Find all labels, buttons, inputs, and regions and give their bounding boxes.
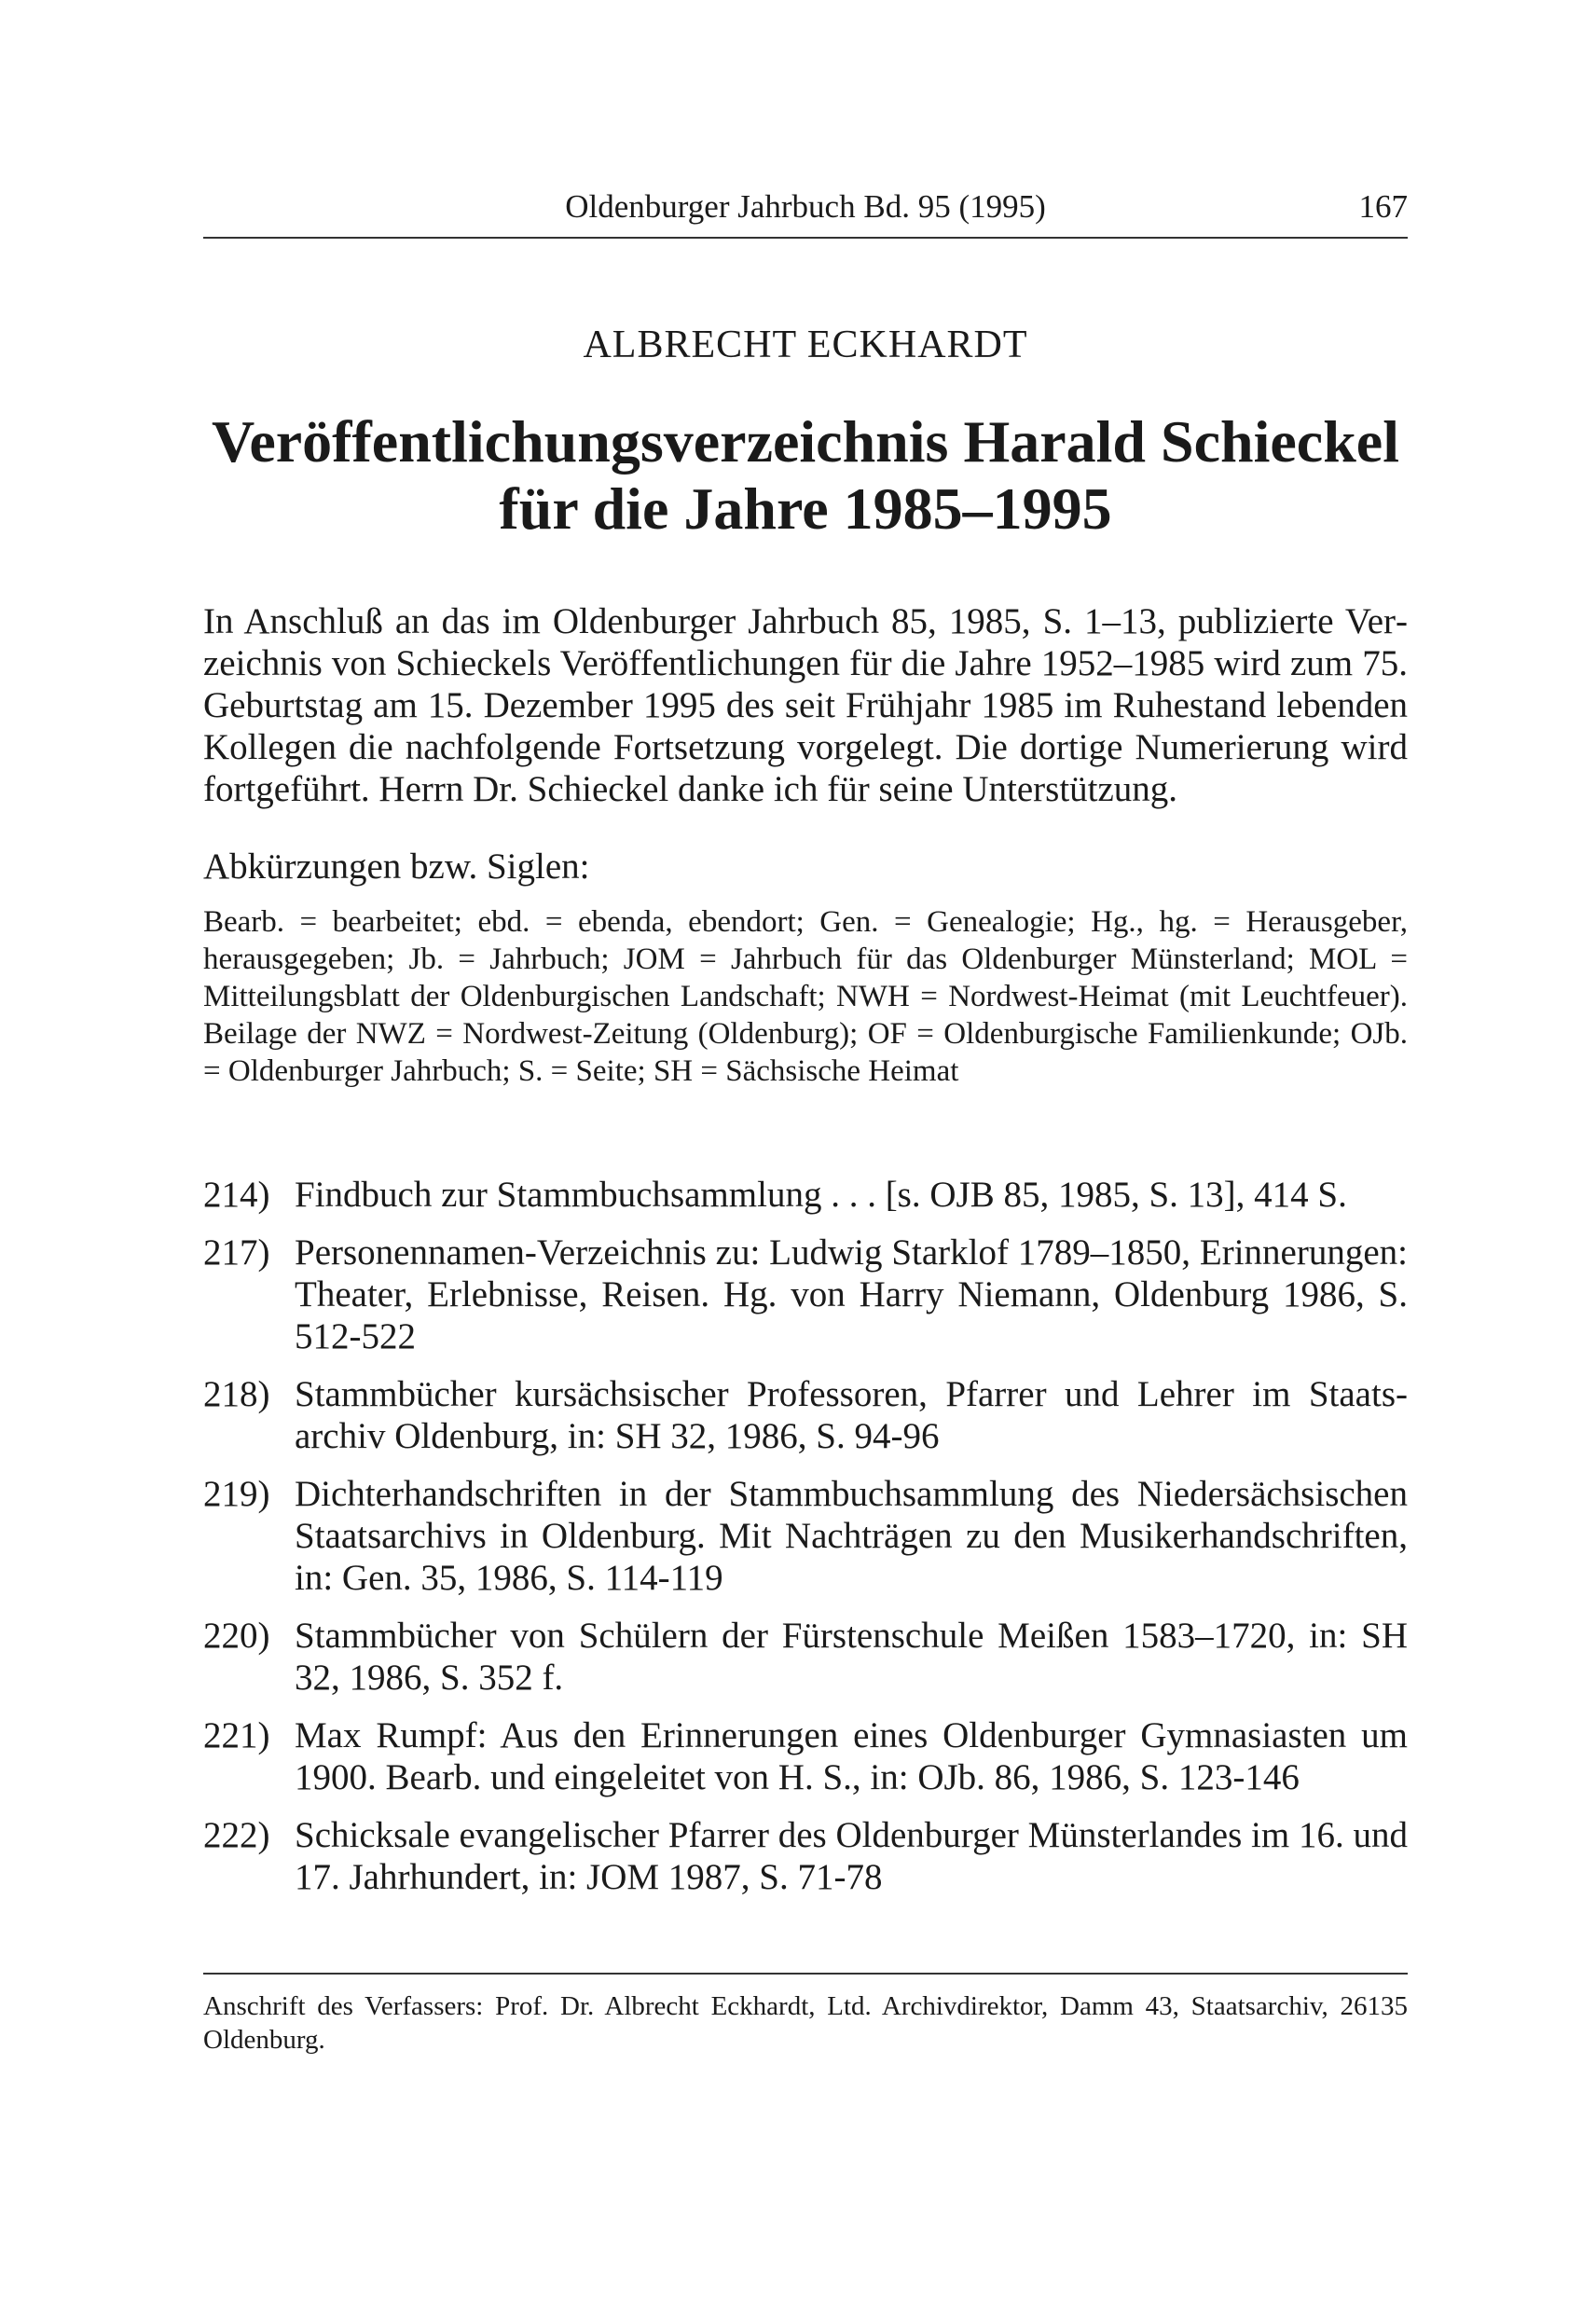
entry-number: 221) [203, 1715, 270, 1755]
journal-title: Oldenburger Jahrbuch Bd. 95 (1995) [565, 188, 1046, 225]
article-title [203, 408, 1408, 543]
entry-number: 217) [203, 1232, 270, 1273]
entry-text: Stammbücher von Schülern der Fürstenschule Meißen 1583–1720, in: SH 32, 1986, S. 352 f. [295, 1616, 1408, 1698]
page-number: 167 [1358, 188, 1408, 225]
entry-text: Max Rumpf: Aus den Erinnerungen eines Oldenburger Gymnasiasten um 1900. Bearb. und eingeleitet von H. S., in: OJb. 86, 1986, S. 123-146 [295, 1715, 1408, 1797]
list-item [203, 1473, 1408, 1599]
entry-number: 219) [203, 1474, 270, 1514]
title-line-2: für die Jahre 1985–1995 [499, 475, 1112, 542]
list-item [203, 1232, 1408, 1357]
entry-number: 220) [203, 1616, 270, 1656]
document-page [203, 177, 1408, 2057]
running-header [203, 177, 1408, 237]
list-item [203, 1714, 1408, 1798]
entry-number: 218) [203, 1374, 270, 1414]
entry-text: Findbuch zur Stammbuchsammlung . . . [s. OJB 85, 1985, S. 13], 414 S. [295, 1175, 1347, 1215]
entry-text: Schicksale evangelischer Pfarrer des Oldenburger Münsterlandes im 16. und 17. Jahrhundert, in: JOM 1987, S. 71-78 [295, 1815, 1408, 1897]
publication-list [203, 1174, 1408, 1898]
intro-paragraph: In Anschluß an das im Oldenburger Jahrbuch 85, 1985, S. 1–13, publizierte Verzeichnis von Schieckels Veröffentlichungen für die Jahre 1952–1985 wird zum 75. Geburtstag am 15. Dezember 1995 des seit Frühjahr 1985 im Ruhestand lebenden Kollegen die nachfolgende Fortsetzung vorgelegt. Die dortige Numerierung wird fortgeführt. Herrn Dr. Schieckel danke ich für seine Unterstützung. [203, 601, 1408, 809]
list-item [203, 1373, 1408, 1457]
entry-text: Stammbücher kursächsischer Professoren, Pfarrer und Lehrer im Staatsarchiv Oldenburg, in: SH 32, 1986, S. 94-96 [295, 1374, 1408, 1456]
entry-text: Personennamen-Verzeichnis zu: Ludwig Starklof 1789–1850, Erinnerungen: Theater, Erlebnisse, Reisen. Hg. von Harry Niemann, Oldenburg 1986, S. 512-522 [295, 1232, 1408, 1356]
author-address-footnote: Anschrift des Verfassers: Prof. Dr. Albrecht Eckhardt, Ltd. Archivdirektor, Damm 43, Staatsarchiv, 26135 Oldenburg. [203, 1991, 1408, 2055]
header-rule [203, 237, 1408, 239]
entry-number: 214) [203, 1175, 270, 1215]
abbreviations-heading: Abkürzungen bzw. Siglen: [203, 846, 590, 887]
footnote-rule [203, 1973, 1408, 1975]
entry-text: Dichterhandschriften in der Stammbuchsammlung des Niedersächsischen Staatsarchivs in Oldenburg. Mit Nachträgen zu den Musikerhandschriften, in: Gen. 35, 1986, S. 114-119 [295, 1474, 1408, 1598]
entry-number: 222) [203, 1815, 270, 1855]
title-line-1: Veröffentlichungsverzeichnis Harald Schieckel [212, 408, 1399, 475]
list-item [203, 1174, 1408, 1216]
author-name: ALBRECHT ECKHARDT [583, 323, 1028, 366]
abbreviations-text: Bearb. = bearbeitet; ebd. = ebenda, ebendort; Gen. = Genealogie; Hg., hg. = Herausgeber, herausgegeben; Jb. = Jahrbuch; JOM = Jahrbuch für das Oldenburger Münsterland; MOL = Mitteilungsblatt der Oldenburgischen Landschaft; NWH = Nordwest-Heimat (mit Leuchtfeuer). Beilage der NWZ = Nordwest-Zeitung (Oldenburg); OF = Oldenburgische Familienkunde; OJb. = Oldenburger Jahrbuch; S. = Seite; SH = Sächsische Heimat [203, 905, 1408, 1088]
list-item [203, 1814, 1408, 1898]
list-item [203, 1615, 1408, 1699]
